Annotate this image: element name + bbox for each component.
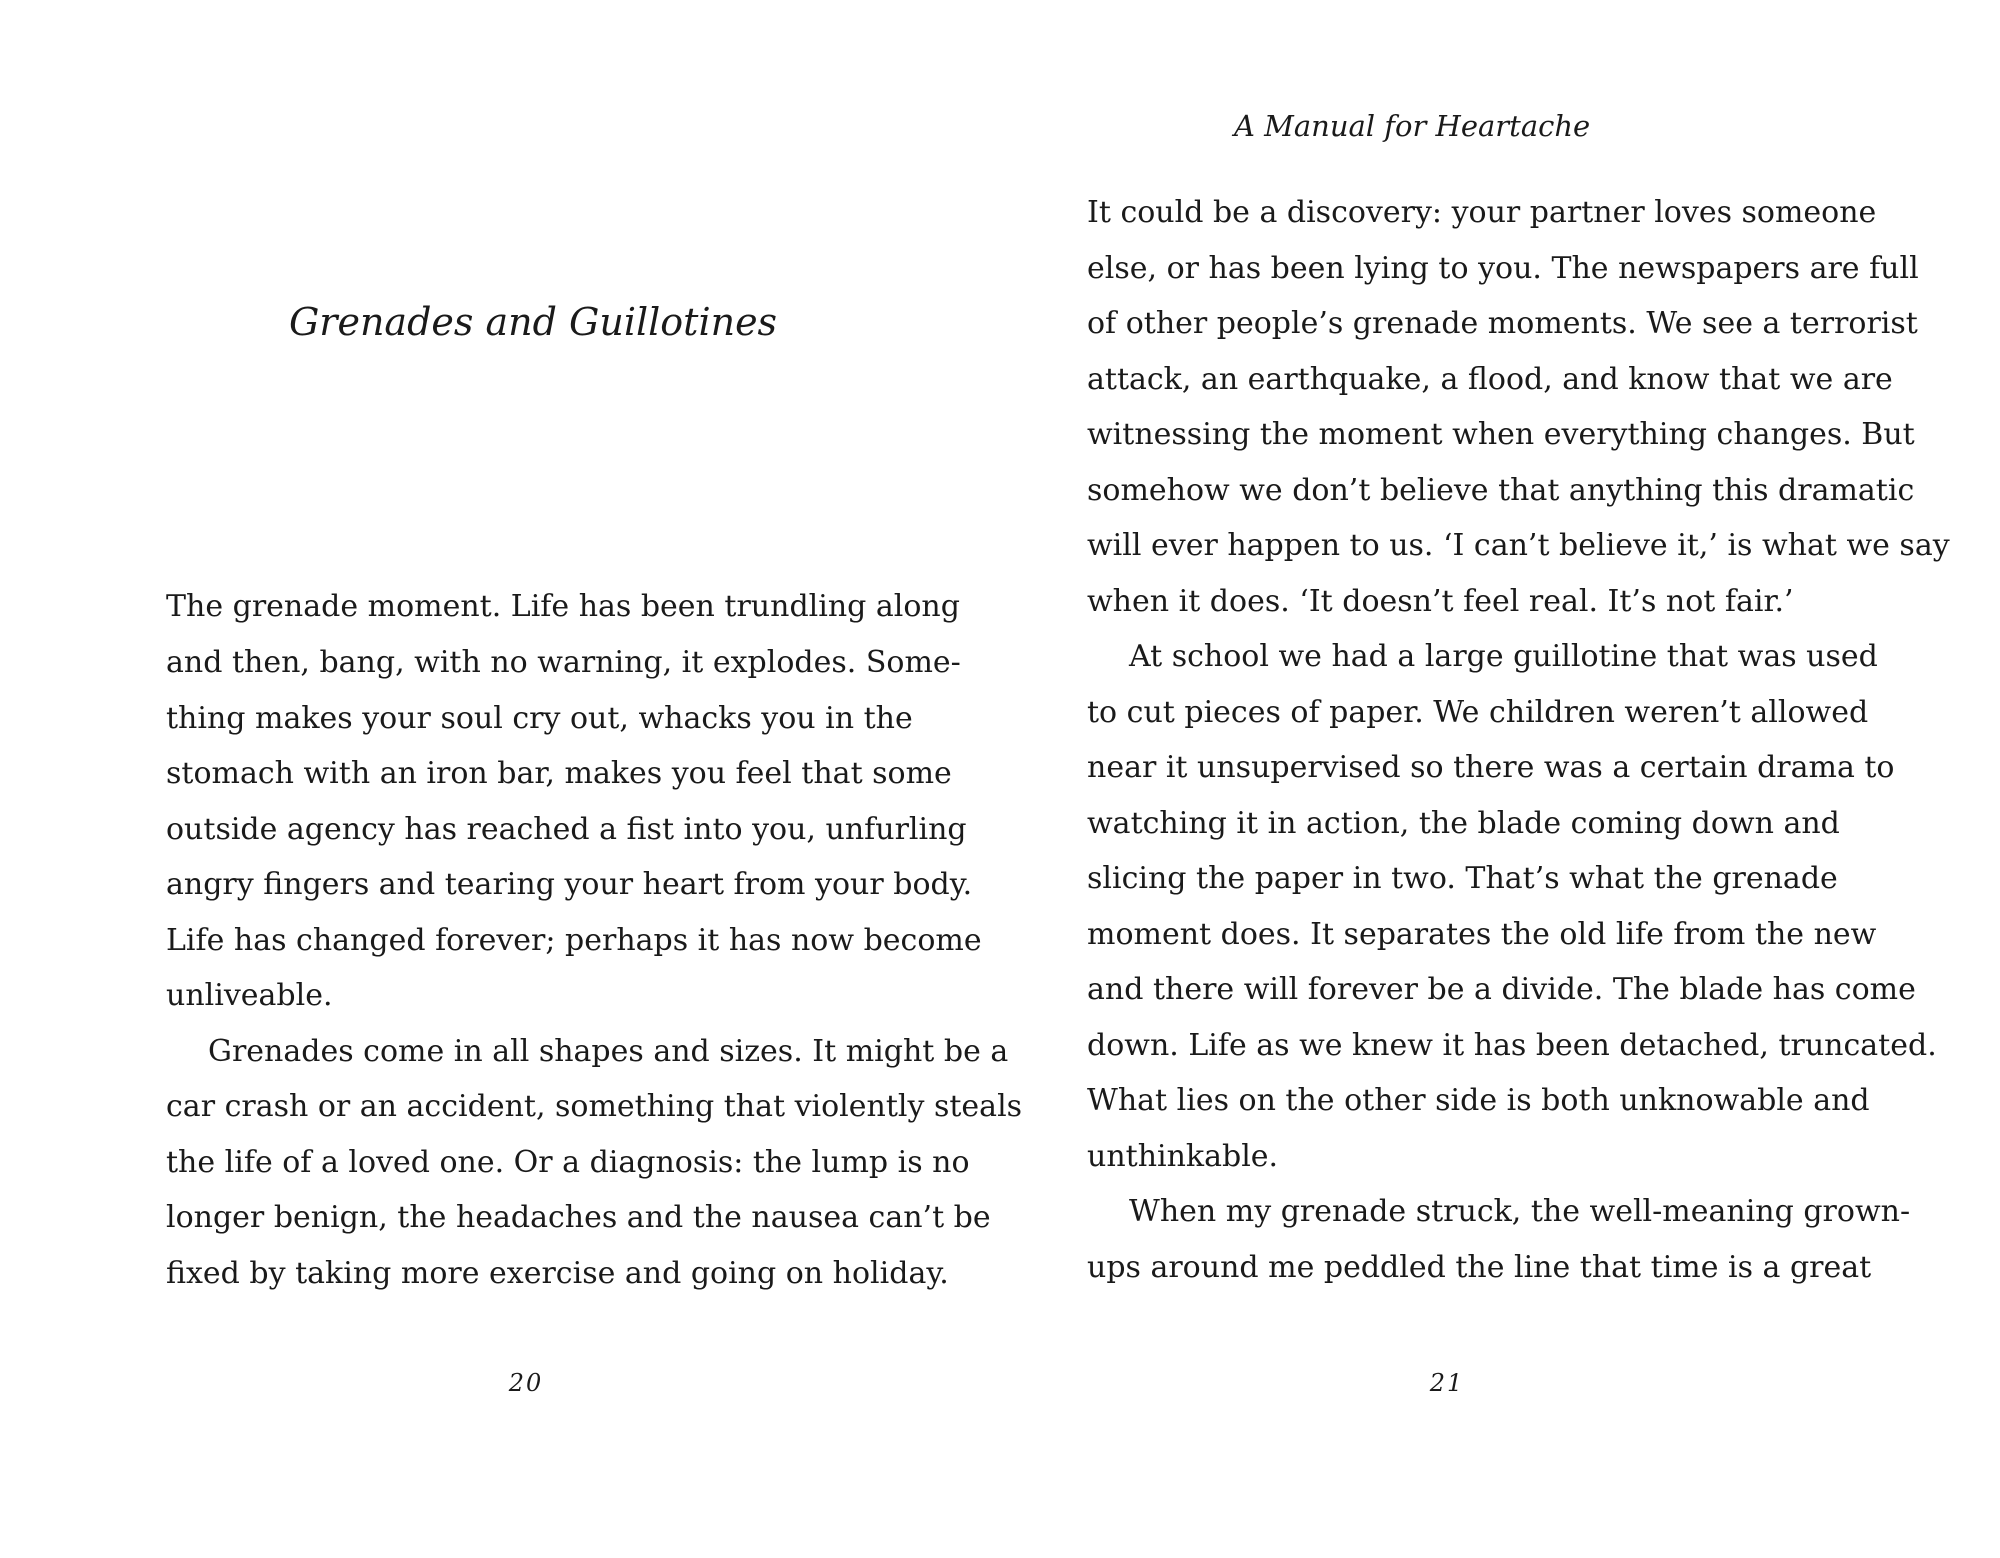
left-text-line: outside agency has reached a fist into you, unfurling bbox=[166, 812, 967, 847]
left-text-line: the life of a loved one. Or a diagnosis: the lump is no bbox=[166, 1145, 970, 1180]
right-text-line: attack, an earthquake, a flood, and know that we are bbox=[1087, 362, 1893, 397]
right-text-line: will ever happen to us. ‘I can’t believe it,’ is what we say bbox=[1087, 528, 1950, 563]
right-text-line: down. Life as we knew it has been detached, truncated. bbox=[1087, 1028, 1937, 1063]
right-text-line: and there will forever be a divide. The blade has come bbox=[1087, 972, 1916, 1007]
right-text-line: It could be a discovery: your partner loves someone bbox=[1087, 195, 1877, 230]
right-text-line: What lies on the other side is both unknowable and bbox=[1087, 1083, 1870, 1118]
right-text-line: somehow we don’t believe that anything this dramatic bbox=[1087, 473, 1915, 508]
left-text-line: car crash or an accident, something that violently steals bbox=[166, 1089, 1023, 1124]
right-text-line: ups around me peddled the line that time is a great bbox=[1087, 1250, 1872, 1285]
right-text-line: watching it in action, the blade coming down and bbox=[1087, 806, 1840, 841]
left-text-line: Life has changed forever; perhaps it has now become bbox=[166, 923, 982, 958]
left-text-line: The grenade moment. Life has been trundling along bbox=[166, 589, 960, 624]
right-text-line: slicing the paper in two. That’s what the grenade bbox=[1087, 861, 1838, 896]
left-text-line: angry fingers and tearing your heart from your body. bbox=[166, 867, 973, 902]
right-text-line: At school we had a large guillotine that was used bbox=[1129, 639, 1878, 674]
left-text-line: longer benign, the headaches and the nausea can’t be bbox=[166, 1200, 991, 1235]
right-text-line: unthinkable. bbox=[1087, 1139, 1279, 1174]
chapter-title: Grenades and Guillotines bbox=[288, 300, 778, 344]
right-text-line: witnessing the moment when everything changes. But bbox=[1087, 417, 1915, 452]
right-text-line: of other people’s grenade moments. We see a terrorist bbox=[1087, 306, 1918, 341]
left-text-line: thing makes your soul cry out, whacks you in the bbox=[166, 701, 913, 736]
right-text-line: when it does. ‘It doesn’t feel real. It’s not fair.’ bbox=[1087, 584, 1794, 619]
left-text-line: stomach with an iron bar, makes you feel that some bbox=[166, 756, 952, 791]
left-text-line: Grenades come in all shapes and sizes. It might be a bbox=[208, 1034, 1009, 1069]
left-text-line: fixed by taking more exercise and going on holiday. bbox=[166, 1256, 949, 1291]
page-number-left: 20 bbox=[508, 1369, 544, 1397]
right-text-line: else, or has been lying to you. The newspapers are full bbox=[1087, 251, 1919, 286]
right-text-line: to cut pieces of paper. We children weren’t allowed bbox=[1087, 695, 1869, 730]
page-number-right: 21 bbox=[1429, 1369, 1465, 1397]
left-text-line: and then, bang, with no warning, it explodes. Some- bbox=[166, 645, 961, 680]
running-head: A Manual for Heartache bbox=[1234, 109, 1591, 143]
right-text-line: When my grenade struck, the well-meaning grown- bbox=[1129, 1194, 1911, 1229]
right-text-line: near it unsupervised so there was a certain drama to bbox=[1087, 750, 1895, 785]
left-text-line: unliveable. bbox=[166, 978, 333, 1013]
right-text-line: moment does. It separates the old life from the new bbox=[1087, 917, 1877, 952]
